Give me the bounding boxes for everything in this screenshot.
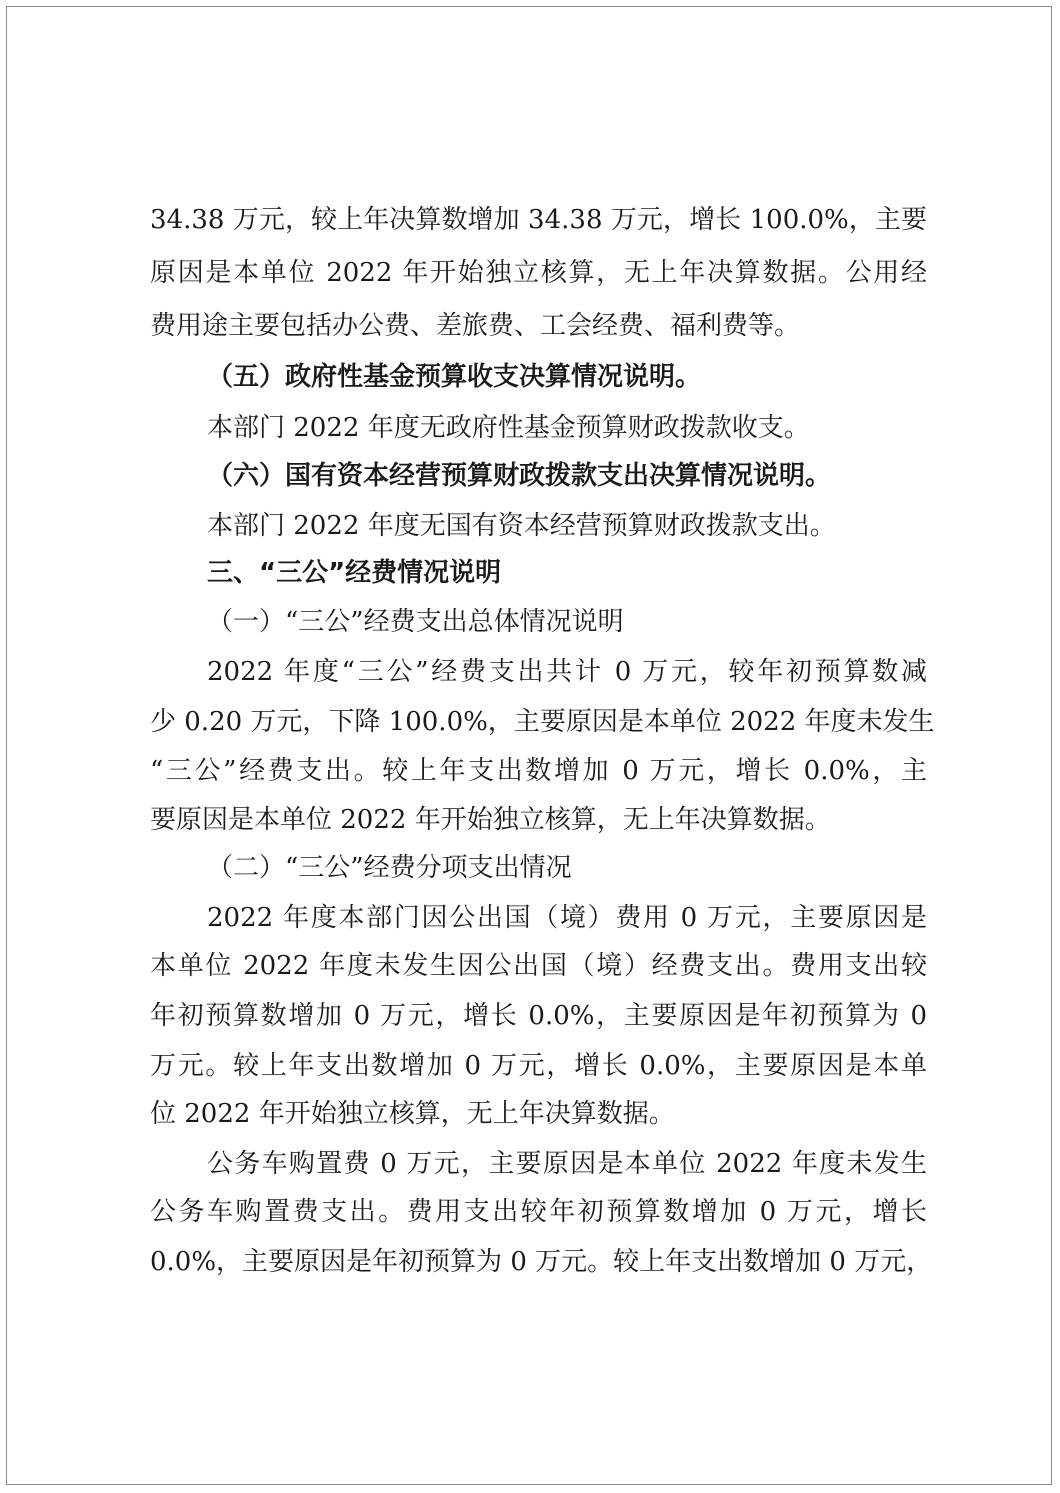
- paragraph-line: 原因是本单位 2022 年开始独立核算，无上年决算数据。公用经: [150, 258, 927, 288]
- document-page: [6, 6, 1052, 1485]
- paragraph-line: 少 0.20 万元，下降 100.0%，主要原因是本单位 2022 年度未发生: [150, 707, 935, 737]
- paragraph-line: 位 2022 年开始独立核算，无上年决算数据。: [150, 1099, 675, 1129]
- paragraph-line: 2022 年度本部门因公出国（境）费用 0 万元，主要原因是: [207, 903, 927, 933]
- subsection-heading-2: （二）“三公”经费分项支出情况: [207, 853, 572, 883]
- paragraph-line: 本单位 2022 年度未发生因公出国（境）经费支出。费用支出较: [150, 951, 927, 981]
- section-heading-6: （六）国有资本经营预算财政拨款支出决算情况说明。: [207, 461, 832, 491]
- paragraph-line: 公务车购置费支出。费用支出较年初预算数增加 0 万元，增长: [150, 1197, 927, 1227]
- paragraph-line: 34.38 万元，较上年决算数增加 34.38 万元，增长 100.0%，主要: [150, 205, 927, 235]
- chapter-heading-3: 三、“三公”经费情况说明: [207, 558, 502, 588]
- section-heading-5: （五）政府性基金预算收支决算情况说明。: [207, 362, 702, 392]
- paragraph-line: 要原因是本单位 2022 年开始独立核算，无上年决算数据。: [150, 805, 831, 835]
- paragraph-line: 公务车购置费 0 万元，主要原因是本单位 2022 年度未发生: [207, 1149, 927, 1179]
- paragraph-line: 费用途主要包括办公费、差旅费、工会经费、福利费等。: [150, 311, 801, 341]
- paragraph-line: 2022 年度“三公”经费支出共计 0 万元，较年初预算数减: [207, 657, 927, 687]
- paragraph-line: 本部门 2022 年度无国有资本经营预算财政拨款支出。: [207, 511, 836, 541]
- paragraph-line: 万元。较上年支出数增加 0 万元，增长 0.0%，主要原因是本单: [150, 1051, 927, 1081]
- subsection-heading-1: （一）“三公”经费支出总体情况说明: [207, 607, 624, 637]
- paragraph-line: 0.0%，主要原因是年初预算为 0 万元。较上年支出数增加 0 万元，: [150, 1247, 933, 1277]
- paragraph-line: 本部门 2022 年度无政府性基金预算财政拨款收支。: [207, 413, 810, 443]
- paragraph-line: 年初预算数增加 0 万元，增长 0.0%，主要原因是年初预算为 0: [150, 1001, 927, 1031]
- paragraph-line: “三公”经费支出。较上年支出数增加 0 万元，增长 0.0%，主: [150, 756, 927, 786]
